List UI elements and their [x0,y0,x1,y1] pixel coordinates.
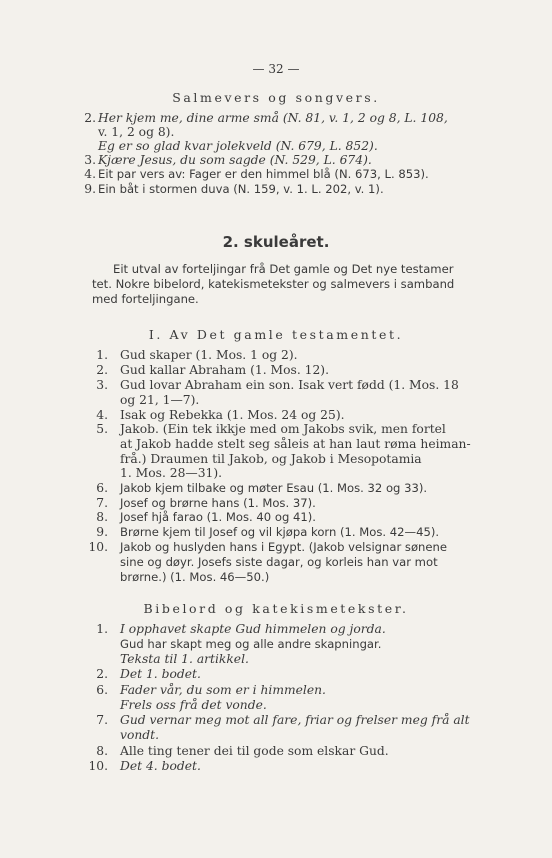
gamle-line: Jakob kjem tilbake og møter Esau (1. Mos. 32 og 33). [120,481,428,495]
chapter-intro-line: tet. Nokre bibelord, katekismetekster og salmevers i samband [92,277,455,291]
bibelord-num: 2. [96,667,108,681]
bibelord-line: Gud har skapt meg og alle andre skapningar. [120,637,382,651]
salmevers-line: v. 1, 2 og 8). [98,125,175,139]
bibelord-line: vondt. [120,728,159,742]
salmevers-num: 2. [84,111,96,125]
chapter-title: 2. skuleåret. [222,233,330,251]
salmevers-line: Kjære Jesus, du som sagde (N. 529, L. 674). [98,153,372,167]
gamle-line: frå.) Draumen til Jakob, og Jakob i Mesopotamia [120,452,422,466]
gamle-line: at Jakob hadde stelt seg såleis at han laut røma heiman- [120,437,471,451]
gamle-testamentet-heading: I. Av Det gamle testamentet. [148,327,404,342]
bibelord-line: I opphavet skapte Gud himmelen og jorda. [120,622,386,636]
gamle-line: Jakob og huslyden hans i Egypt. (Jakob velsignar sønene [120,540,448,554]
bibelord-line: Fader vår, du som er i himmelen. [120,683,326,697]
gamle-num: 8. [96,510,108,524]
gamle-line: Jakob. (Ein tek ikkje med om Jakobs svik, men fortel [120,422,446,436]
bibelord-line: Det 1. bodet. [120,667,201,681]
gamle-line: sine og døyr. Josefs siste dagar, og korleis han var mot [120,555,438,569]
salmevers-num: 4. [84,167,96,181]
bibelord-num: 6. [96,683,108,697]
gamle-num: 2. [96,363,108,377]
bibelord-line: Gud vernar meg mot all fare, friar og frelser meg frå alt [120,713,470,727]
salmevers-num: 9. [84,182,96,196]
gamle-line: Josef hjå farao (1. Mos. 40 og 41). [120,510,316,524]
salmevers-heading: Salmevers og songvers. [172,90,380,105]
bibelord-num: 1. [96,622,108,636]
bibelord-num: 7. [96,713,108,727]
gamle-line: Josef og brørne hans (1. Mos. 37). [120,496,316,510]
salmevers-num: 3. [84,153,96,167]
gamle-line: 1. Mos. 28—31). [120,466,223,480]
chapter-intro-line: Eit utval av forteljingar frå Det gamle og Det nye testamer [113,262,454,276]
bibelord-heading: Bibelord og katekismetekster. [143,601,409,616]
bibelord-line: Alle ting tener dei til gode som elskar Gud. [120,744,389,758]
page-number: — 32 — [252,62,300,76]
chapter-intro-line: med forteljingane. [92,292,199,306]
gamle-num: 1. [96,348,108,362]
gamle-line: brørne.) (1. Mos. 46—50.) [120,570,270,584]
salmevers-line: Eg er so glad kvar jolekveld (N. 679, L. 852). [98,139,378,153]
salmevers-line: Her kjem me, dine arme små (N. 81, v. 1, 2 og 8, L. 108, [98,111,448,125]
bibelord-line: Teksta til 1. artikkel. [120,652,249,666]
gamle-num: 9. [96,525,108,539]
gamle-line: Gud skaper (1. Mos. 1 og 2). [120,348,298,362]
gamle-num: 4. [96,408,108,422]
gamle-line: Isak og Rebekka (1. Mos. 24 og 25). [120,408,345,422]
bibelord-num: 10. [88,759,108,773]
salmevers-line: Eit par vers av: Fager er den himmel blå (N. 673, L. 853). [98,167,429,181]
bibelord-line: Det 4. bodet. [120,759,201,773]
gamle-line: og 21, 1—7). [120,393,200,407]
bibelord-num: 8. [96,744,108,758]
gamle-num: 7. [96,496,108,510]
salmevers-line: Ein båt i stormen duva (N. 159, v. 1. L. 202, v. 1). [98,182,384,196]
bibelord-line: Frels oss frå det vonde. [120,698,267,712]
gamle-line: Gud kallar Abraham (1. Mos. 12). [120,363,329,377]
gamle-num: 5. [96,422,108,436]
gamle-line: Brørne kjem til Josef og vil kjøpa korn (1. Mos. 42—45). [120,525,440,539]
gamle-num: 3. [96,378,108,392]
gamle-num: 10. [88,540,108,554]
gamle-num: 6. [96,481,108,495]
gamle-line: Gud lovar Abraham ein son. Isak vert fødd (1. Mos. 18 [120,378,459,392]
